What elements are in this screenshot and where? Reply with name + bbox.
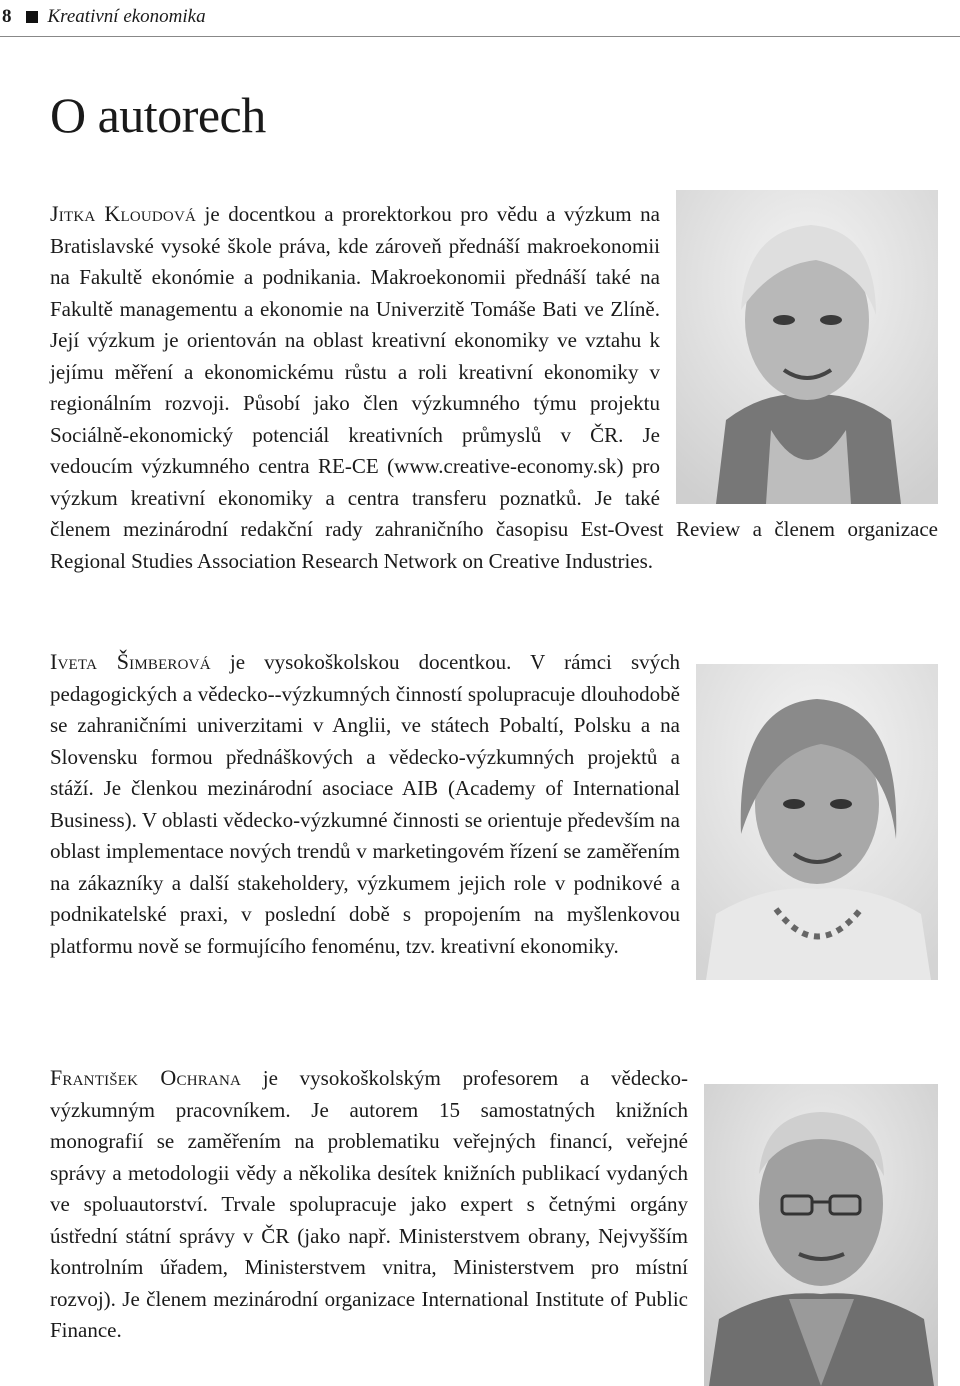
author-bio-kloudova: [50, 198, 938, 577]
running-header: [0, 4, 206, 30]
author-bio-text: je docentkou a prorektorkou pro vědu a výzkum na Bratislavské vysoké škole práva, kde zároveň přednáší makroekonomii na Fakultě ekonómie a podnikania. Makroekonomii přednáší také na Fakultě managementu a ekonomie na Univerzitě Tomáše Bati ve Zlíně. Její výzkum je orientován na oblast kreativní ekonomiky ve vztahu k jejímu měření a ekonomickému růstu a roli kreativní ekonomiky v regionálním rozvoji. Působí jako člen výzkumného týmu projektu Sociálně-ekonomický potenciál kreativních průmyslů v ČR. Je vedoucím výzkumného centra RE-CE (www.creative-economy.sk) pro výzkum kreativní ekonomiky a centra transferu poznatků. Je také členem mezinárodní redakční rady zahraničního časopisu Est-Ovest Review a členem organizace Regional Studies Association Research Network on Creative Industries.: [50, 202, 938, 573]
author-name: Iveta Šimberová: [50, 649, 211, 674]
author-bio-ochrana: [50, 1062, 938, 1386]
author-name: Jitka Kloudová: [50, 201, 197, 226]
author-bio-text: je vysokoškolským profesorem a vědecko-výzkumným pracovníkem. Je autorem 15 samostatných knižních monografií se zaměřením na problematiku veřejných financí, veřejné správy a metodologii vědy a několika desítek knižních publikací vydaných ve spoluautorství. Trvale spolupracuje jako expert s četnými orgány ústřední státní správy v ČR (jako např. Ministerstvem obrany, Nejvyšším kontrolním úřadem, Ministerstvem vnitra, Ministerstvem pro místní rozvoj). Je členem mezinárodní organizace International Institute of Public Finance.: [50, 1066, 689, 1342]
header-rule: [0, 36, 960, 37]
portrait-photo-kloudova: [676, 190, 938, 504]
square-bullet-icon: [26, 11, 38, 23]
page-title: O autorech: [50, 87, 266, 143]
running-title: Kreativní ekonomika: [47, 6, 206, 27]
portrait-photo-ochrana: [704, 1084, 938, 1386]
author-name: František Ochrana: [50, 1065, 242, 1090]
page-number: 8: [2, 6, 12, 27]
author-bio-text: je vysokoškolskou docentkou. V rámci svých pedagogických a vědecko--výzkumných činností spolupracuje dlouhodobě se zahraničními univerzitami v Anglii, ve státech Pobaltí, Polsku a na Slovensku formou přednáškových a vědecko-výzkumných projektů a stáží. Je členkou mezinárodní asociace AIB (Academy of International Business). V oblasti vědecko-výzkumné činnosti se orientuje především na oblast implementace nových trendů v marketingovém řízení se zaměřením na zákazníky a další stakeholdery, výzkumem jejich role v podnikové a podnikatelské praxi, v poslední době s propojením na myšlenkovou platformu nově se formujícího fenoménu, tzv. kreativní ekonomiky.: [50, 650, 681, 958]
author-bio-simberova: [50, 646, 938, 980]
portrait-photo-simberova: [696, 664, 938, 980]
